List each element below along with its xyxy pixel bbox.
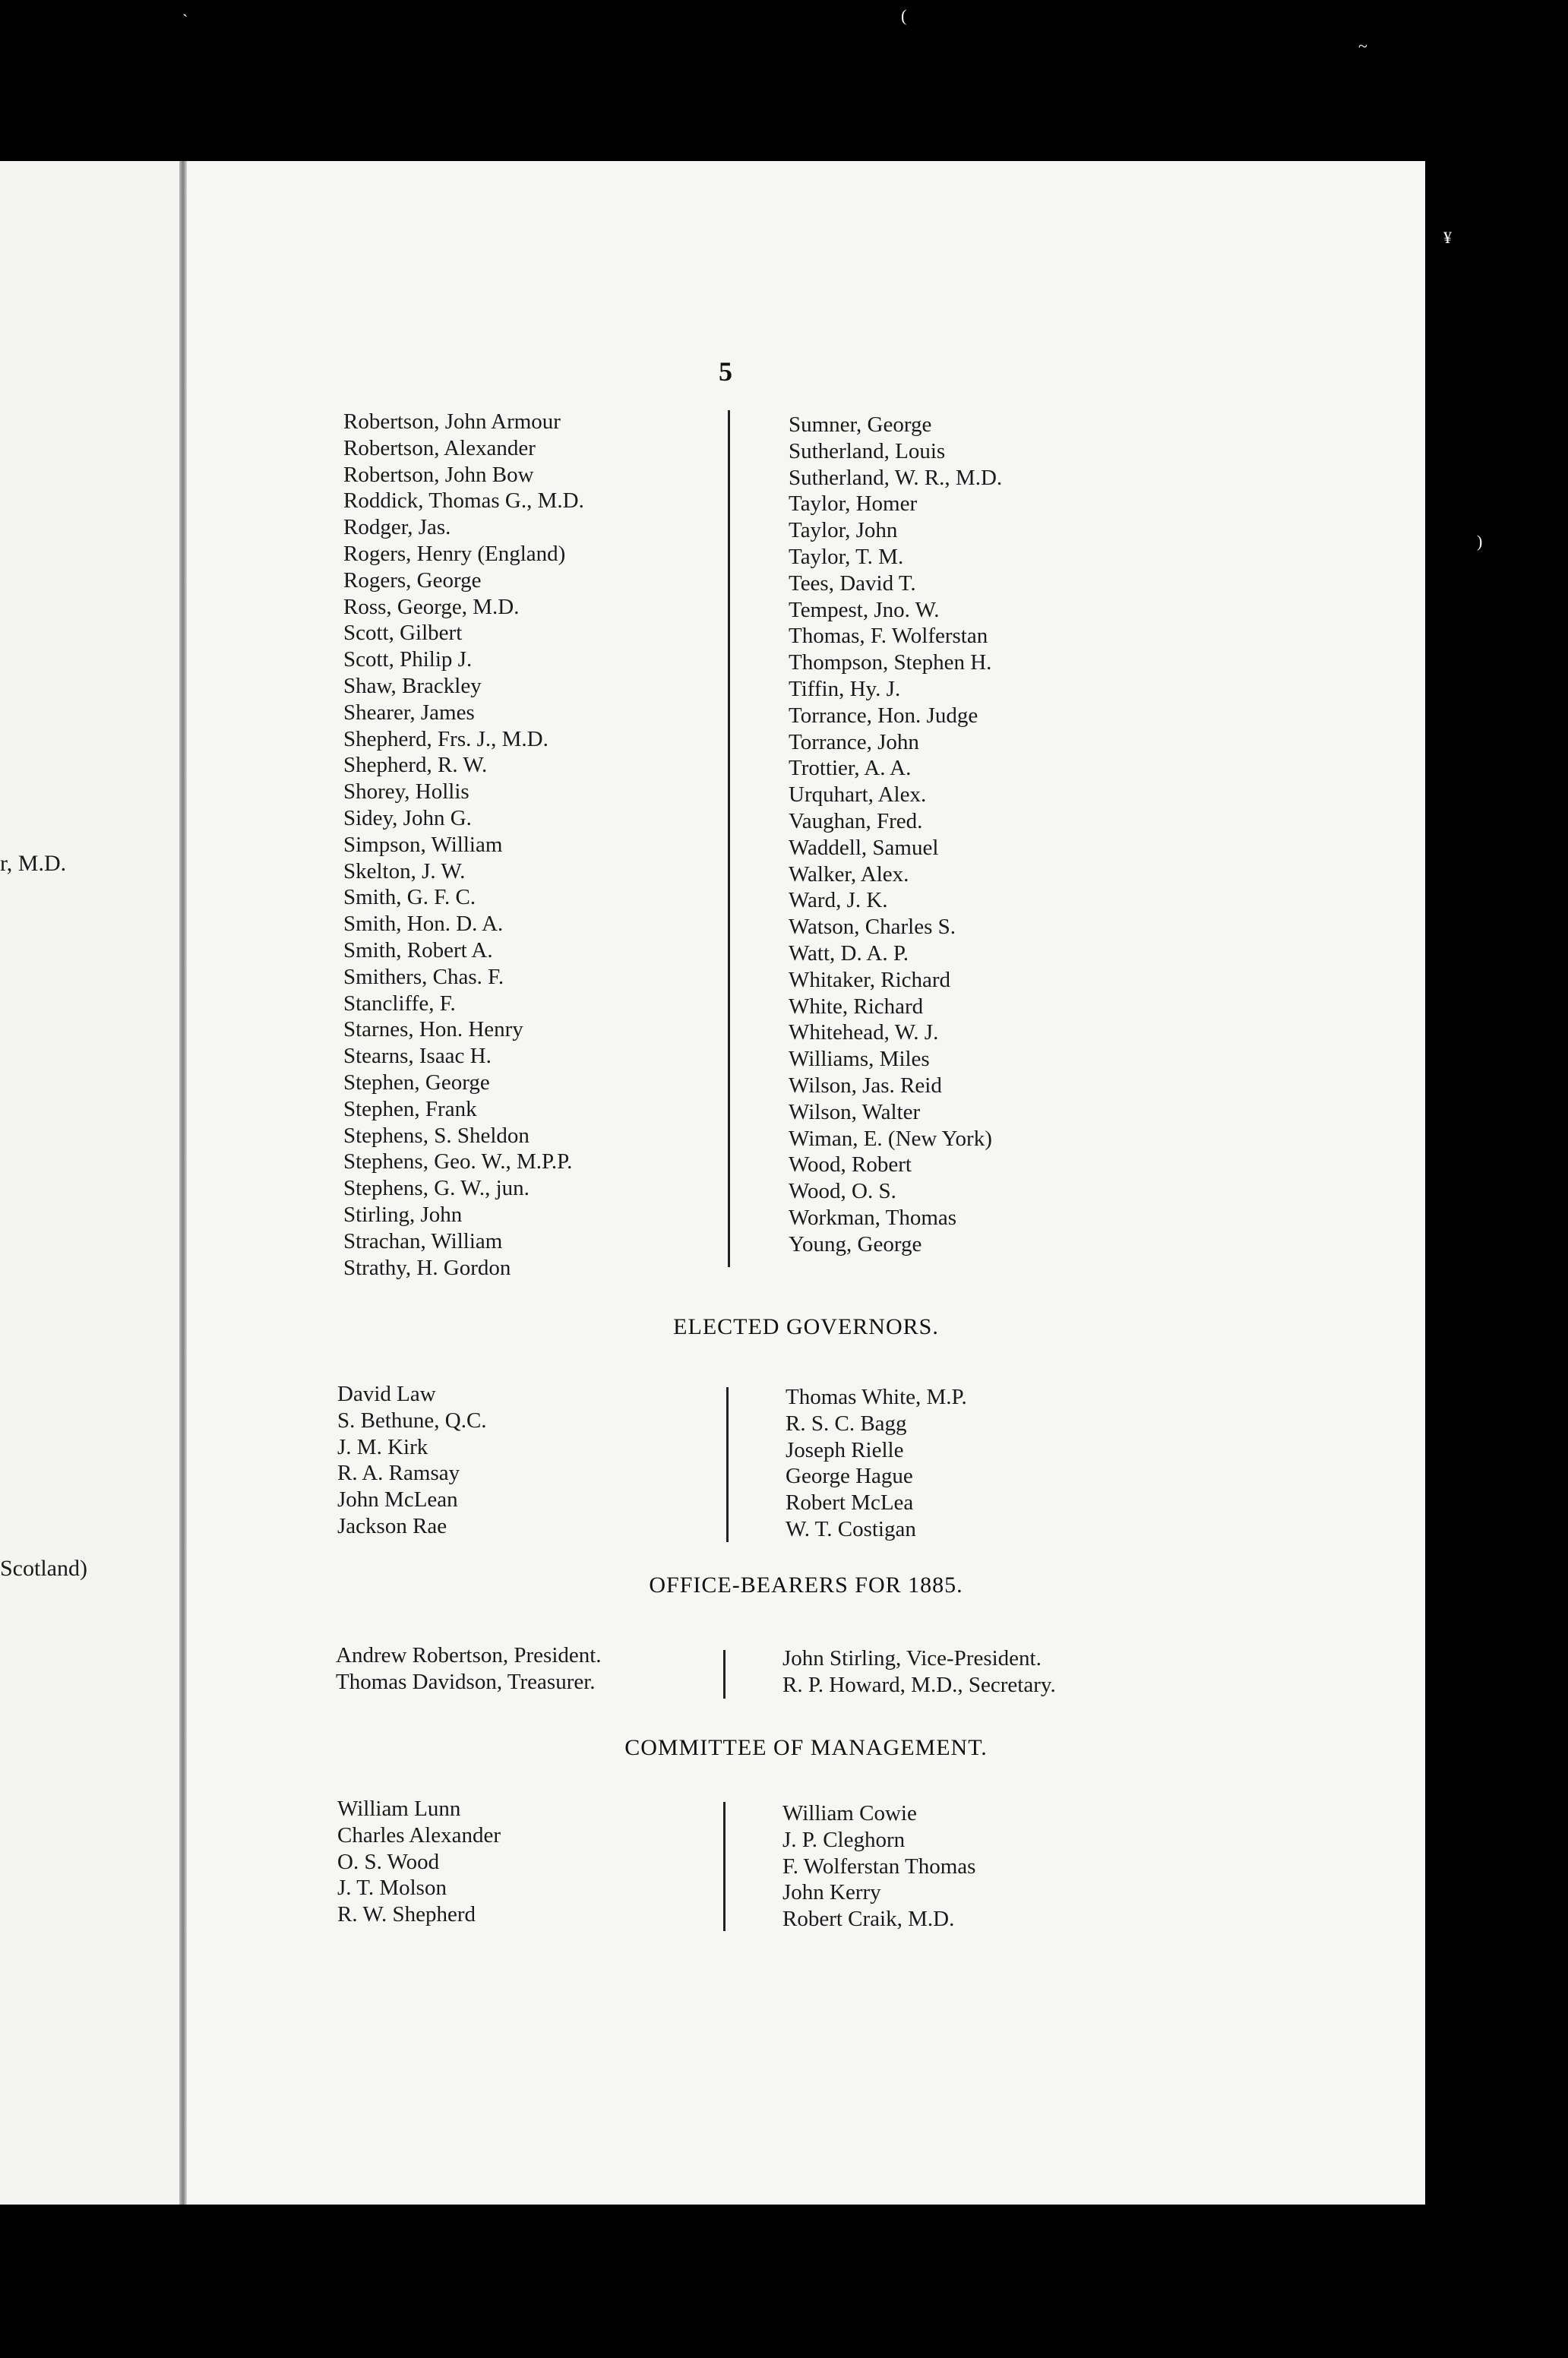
list-item: William Lunn xyxy=(337,1797,461,1821)
list-item: Stephens, G. W., jun. xyxy=(343,1176,530,1201)
list-item: Shaw, Brackley xyxy=(343,673,482,698)
list-item: Williams, Miles xyxy=(789,1047,930,1072)
list-item: Robert Craik, M.D. xyxy=(782,1907,955,1932)
list-item: Stephens, S. Sheldon xyxy=(343,1123,530,1148)
list-item: John Stirling, Vice-President. xyxy=(782,1646,1042,1671)
list-item: Tees, David T. xyxy=(789,571,916,596)
list-item: Strachan, William xyxy=(343,1228,503,1253)
list-item: Robert McLea xyxy=(786,1490,914,1516)
list-item: Ross, George, M.D. xyxy=(343,594,520,619)
dust-speck: ˋ xyxy=(182,11,188,30)
list-item: Scott, Gilbert xyxy=(343,621,463,646)
list-item: Charles Alexander xyxy=(337,1822,501,1848)
list-item: Stephens, Geo. W., M.P.P. xyxy=(343,1149,573,1174)
list-item: S. Bethune, Q.C. xyxy=(337,1408,487,1433)
list-item: R. W. Shepherd xyxy=(337,1902,476,1927)
list-item: Taylor, John xyxy=(789,518,898,543)
list-item: Tempest, Jno. W. xyxy=(789,597,940,622)
page-number: 5 xyxy=(719,356,732,387)
list-item: Stearns, Isaac H. xyxy=(343,1044,492,1069)
list-item: Sumner, George xyxy=(789,412,932,437)
list-item: Shearer, James xyxy=(343,700,475,725)
left-page-fragment: r, M.D. xyxy=(0,851,67,876)
list-item: J. M. Kirk xyxy=(337,1434,428,1459)
list-item: Wilson, Jas. Reid xyxy=(789,1073,942,1098)
list-item: Roddick, Thomas G., M.D. xyxy=(343,488,584,514)
list-item: Simpson, William xyxy=(343,832,503,857)
list-item: Wood, O. S. xyxy=(789,1179,896,1204)
list-item: Walker, Alex. xyxy=(789,861,909,887)
list-item: Rodger, Jas. xyxy=(343,515,451,540)
list-item: Urquhart, Alex. xyxy=(789,782,927,808)
list-item: Watt, D. A. P. xyxy=(789,940,909,966)
dust-speck: ~ xyxy=(1358,36,1367,55)
list-item: Smith, G. F. C. xyxy=(343,885,476,910)
list-item: Robertson, John Bow xyxy=(343,462,534,487)
dust-speck: ¥ xyxy=(1443,228,1452,247)
list-item: J. T. Molson xyxy=(337,1876,447,1901)
list-item: Starnes, Hon. Henry xyxy=(343,1017,523,1042)
list-item: Stirling, John xyxy=(343,1202,463,1227)
list-item: Stancliffe, F. xyxy=(343,991,456,1016)
list-item: Skelton, J. W. xyxy=(343,858,466,883)
list-item: Wiman, E. (New York) xyxy=(789,1126,992,1151)
list-item: Jackson Rae xyxy=(337,1513,447,1538)
list-item: Vaughan, Fred. xyxy=(789,808,923,833)
list-item: W. T. Costigan xyxy=(786,1516,916,1541)
office-bearers-right-column xyxy=(782,1645,1056,1699)
column-divider xyxy=(726,1387,729,1542)
list-item: Torrance, John xyxy=(789,729,919,754)
dust-speck: ) xyxy=(1477,532,1483,551)
members-right-column xyxy=(789,412,1002,1258)
list-item: Whitaker, Richard xyxy=(789,967,951,992)
list-item: Joseph Rielle xyxy=(786,1437,904,1462)
list-item: Ward, J. K. xyxy=(789,888,888,913)
list-item: Young, George xyxy=(789,1231,922,1256)
committee-right-column xyxy=(782,1800,975,1933)
list-item: Robertson, Alexander xyxy=(343,435,536,460)
committee-left-column xyxy=(337,1796,501,1928)
list-item: Smith, Hon. D. A. xyxy=(343,912,504,937)
list-item: David Law xyxy=(337,1382,436,1406)
elected-governors-heading: ELECTED GOVERNORS. xyxy=(673,1314,939,1339)
list-item: Rogers, Henry (England) xyxy=(343,541,566,566)
list-item: J. P. Cleghorn xyxy=(782,1827,906,1852)
list-item: Taylor, T. M. xyxy=(789,544,904,569)
list-item: R. A. Ramsay xyxy=(337,1461,460,1486)
list-item: John McLean xyxy=(337,1487,458,1512)
list-item: Taylor, Homer xyxy=(789,492,918,517)
list-item: Smithers, Chas. F. xyxy=(343,964,504,989)
governors-left-column xyxy=(337,1381,487,1540)
list-item: Waddell, Samuel xyxy=(789,835,939,860)
list-item: Wilson, Walter xyxy=(789,1099,921,1124)
page-gutter xyxy=(179,161,187,2205)
list-item: Wood, Robert xyxy=(789,1152,912,1177)
list-item: Sutherland, W. R., M.D. xyxy=(789,465,1003,490)
dust-speck: ( xyxy=(901,6,907,25)
list-item: Workman, Thomas xyxy=(789,1205,957,1230)
office-bearers-heading: OFFICE-BEARERS FOR 1885. xyxy=(649,1573,963,1598)
list-item: Whitehead, W. J. xyxy=(789,1020,939,1045)
governors-right-column xyxy=(786,1384,967,1543)
list-item: R. S. C. Bagg xyxy=(786,1411,907,1436)
list-item: F. Wolferstan Thomas xyxy=(782,1854,976,1879)
column-divider xyxy=(728,410,730,1267)
list-item: Robertson, John Armour xyxy=(343,409,561,434)
list-item: Trottier, A. A. xyxy=(789,756,912,781)
members-left-column xyxy=(343,409,584,1281)
list-item: Rogers, George xyxy=(343,567,482,593)
list-item: O. S. Wood xyxy=(337,1849,440,1874)
list-item: Shepherd, R. W. xyxy=(343,753,488,778)
list-item: White, Richard xyxy=(789,994,924,1019)
list-item: William Cowie xyxy=(782,1801,917,1825)
list-item: Thompson, Stephen H. xyxy=(789,650,992,675)
list-item: Sutherland, Louis xyxy=(789,438,946,463)
list-item: Sidey, John G. xyxy=(343,805,472,830)
list-item: Stephen, Frank xyxy=(343,1096,477,1121)
list-item: Thomas White, M.P. xyxy=(786,1385,967,1409)
list-item: Strathy, H. Gordon xyxy=(343,1255,511,1280)
list-item: George Hague xyxy=(786,1464,913,1489)
list-item: Watson, Charles S. xyxy=(789,915,956,940)
list-item: Scott, Philip J. xyxy=(343,647,473,672)
office-bearers-left-column xyxy=(336,1642,602,1696)
left-page-fragment: Scotland) xyxy=(0,1556,87,1581)
list-item: Thomas Davidson, Treasurer. xyxy=(336,1669,596,1694)
list-item: Shepherd, Frs. J., M.D. xyxy=(343,726,548,751)
column-divider xyxy=(723,1650,726,1699)
list-item: Thomas, F. Wolferstan xyxy=(789,624,988,649)
list-item: Torrance, Hon. Judge xyxy=(789,703,978,728)
list-item: Stephen, George xyxy=(343,1070,490,1095)
left-page xyxy=(0,161,179,2205)
list-item: Tiffin, Hy. J. xyxy=(789,676,901,701)
list-item: John Kerry xyxy=(782,1880,881,1905)
list-item: Smith, Robert A. xyxy=(343,937,493,962)
list-item: R. P. Howard, M.D., Secretary. xyxy=(782,1672,1056,1697)
column-divider xyxy=(723,1802,726,1931)
list-item: Andrew Robertson, President. xyxy=(336,1643,602,1667)
committee-heading: COMMITTEE OF MANAGEMENT. xyxy=(624,1735,988,1760)
list-item: Shorey, Hollis xyxy=(343,779,469,804)
